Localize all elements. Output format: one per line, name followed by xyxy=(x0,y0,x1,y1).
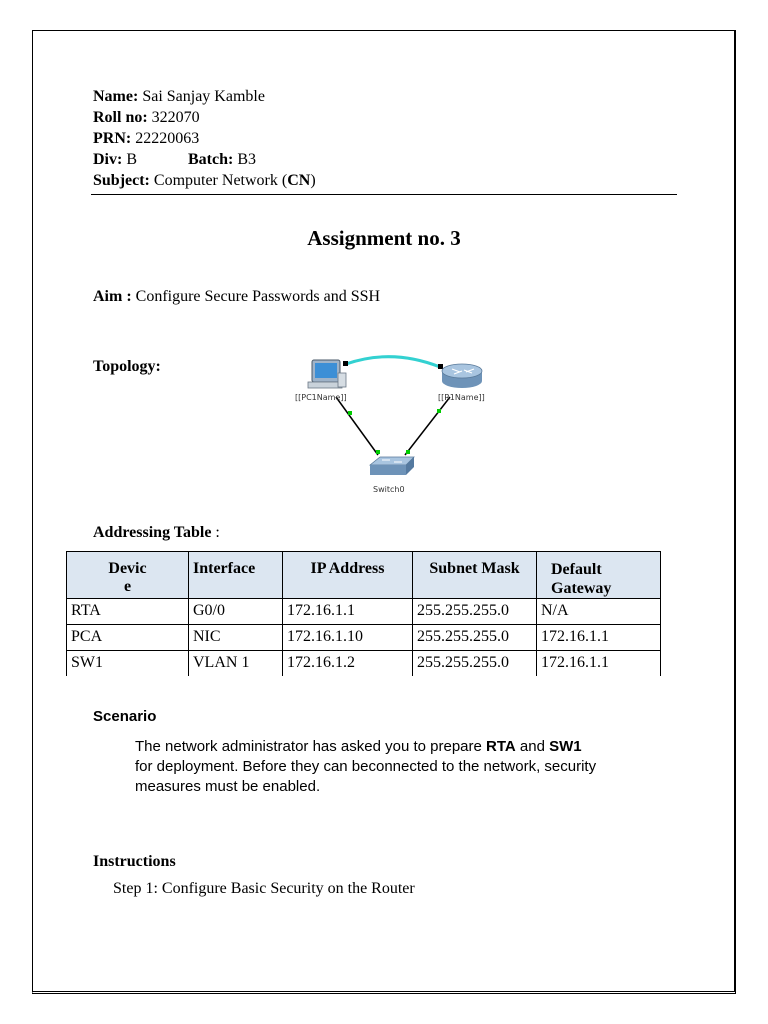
aim-label: Aim : xyxy=(93,288,132,305)
name-label: Name: xyxy=(93,88,139,105)
topology-diagram xyxy=(290,345,510,505)
cell-ip: 172.16.1.1 xyxy=(283,599,413,625)
subject-row xyxy=(93,170,316,191)
header-ip-address: IP Address xyxy=(283,552,413,599)
name-row xyxy=(93,86,316,107)
instructions-heading: Instructions xyxy=(93,853,176,870)
table-row xyxy=(67,625,661,651)
cell-device: RTA xyxy=(67,599,189,625)
cell-gateway: 172.16.1.1 xyxy=(537,651,661,677)
cell-interface: G0/0 xyxy=(189,599,283,625)
table-row xyxy=(67,599,661,625)
pc-icon xyxy=(308,360,346,388)
cell-interface: NIC xyxy=(189,625,283,651)
addressing-label: Addressing Table xyxy=(93,524,212,541)
prn-row xyxy=(93,128,316,149)
header-rule xyxy=(91,194,677,195)
port-indicator-pc-down xyxy=(348,411,352,415)
subject-label: Subject: xyxy=(93,172,150,189)
router-label: [[R1Name]] xyxy=(438,393,485,402)
cell-ip: 172.16.1.10 xyxy=(283,625,413,651)
router-icon xyxy=(442,364,482,388)
port-indicator-pc-top xyxy=(343,361,348,366)
pc-switch-link xyxy=(336,397,378,455)
scenario-text-1: The network administrator has asked you to prepare xyxy=(135,738,487,755)
topology-label: Topology: xyxy=(93,358,161,375)
cell-ip: 172.16.1.2 xyxy=(283,651,413,677)
prn-value: 22220063 xyxy=(135,130,200,147)
table-row xyxy=(67,651,661,677)
cell-mask: 255.255.255.0 xyxy=(413,625,537,651)
scenario-heading: Scenario xyxy=(93,708,157,725)
addressing-table-label xyxy=(93,524,220,542)
cell-gateway: N/A xyxy=(537,599,661,625)
batch-value: B3 xyxy=(237,151,256,168)
roll-value: 322070 xyxy=(151,109,200,126)
header-subnet-mask: Subnet Mask xyxy=(413,552,537,599)
assignment-title: Assignment no. 3 xyxy=(307,226,461,250)
port-indicator-router-top xyxy=(438,364,443,369)
port-indicator-switch-right xyxy=(406,450,410,454)
instruction-step-1: Step 1: Configure Basic Security on the Router xyxy=(113,880,415,897)
aim-text: Configure Secure Passwords and SSH xyxy=(135,288,381,305)
aim xyxy=(93,288,380,306)
port-indicator-router-down xyxy=(437,409,441,413)
addressing-table xyxy=(66,551,661,676)
name-value: Sai Sanjay Kamble xyxy=(142,88,265,105)
scenario-paragraph xyxy=(135,737,655,797)
header-device: Devic e xyxy=(67,552,189,599)
cell-device: SW1 xyxy=(67,651,189,677)
scenario-text-3: for deployment. Before they can beconnected to the network, security measures must be enabled. xyxy=(135,758,597,795)
subject-text: Computer Network ( xyxy=(153,172,288,189)
div-label: Div: xyxy=(93,151,123,168)
cell-mask: 255.255.255.0 xyxy=(413,599,537,625)
batch-label: Batch: xyxy=(188,151,234,168)
cell-interface: VLAN 1 xyxy=(189,651,283,677)
scenario-text-2: and xyxy=(515,738,550,755)
addressing-colon: : xyxy=(211,524,220,541)
port-indicator-switch-left xyxy=(376,450,380,454)
scenario-device-rta: RTA xyxy=(486,738,516,755)
cell-gateway: 172.16.1.1 xyxy=(537,625,661,651)
div-value: B xyxy=(126,151,137,168)
router-switch-link xyxy=(405,397,450,455)
roll-label: Roll no: xyxy=(93,109,148,126)
table-header-row xyxy=(67,552,661,599)
student-info xyxy=(93,86,316,191)
pc-router-link xyxy=(346,357,440,367)
prn-label: PRN: xyxy=(93,130,132,147)
scenario-device-sw1: SW1 xyxy=(549,738,582,755)
div-batch-row xyxy=(93,149,316,170)
cell-mask: 255.255.255.0 xyxy=(413,651,537,677)
cell-device: PCA xyxy=(67,625,189,651)
roll-row xyxy=(93,107,316,128)
pc-label: [[PC1Name]] xyxy=(295,393,347,402)
switch-label: Switch0 xyxy=(373,485,405,494)
header-interface: Interface xyxy=(189,552,283,599)
switch-icon xyxy=(370,457,414,475)
header-default-gateway: Default Gateway xyxy=(537,552,661,599)
subject-close: ) xyxy=(310,172,316,189)
subject-abbr: CN xyxy=(287,172,311,189)
